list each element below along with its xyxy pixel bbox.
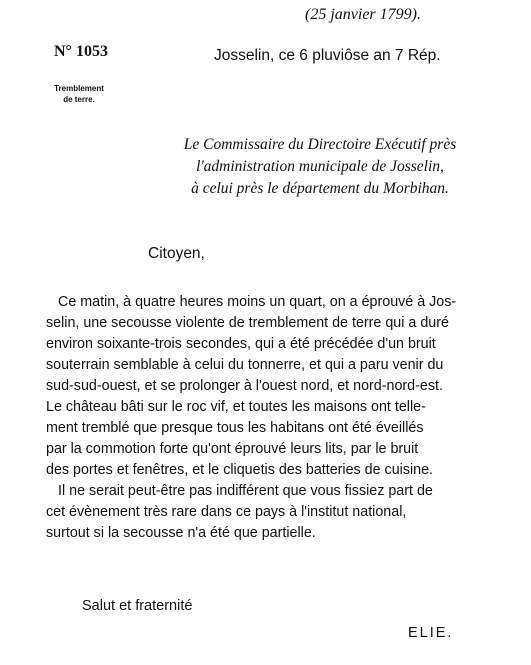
margin-note [50,83,108,105]
closing-formula: Salut et fraternité [82,598,193,614]
body-line: Ce matin, à quatre heures moins un quart, on a éprouvé à Jos- [58,294,457,310]
addressee-line: Le Commissaire du Directoire Exécutif près [183,136,457,153]
addressee-line: à celui près le département du Morbihan. [191,180,449,197]
body-line: souterrain semblable à celui du tonnerre, et qui a paru venir du [46,357,444,373]
body-line: par la commotion forte qu'ont éprouvé leurs lits, par le bruit [46,441,419,457]
salutation: Citoyen, [148,245,205,262]
body-line: ment tremblé que presque tous les habitans ont été éveillés [46,420,424,436]
letter-body [46,292,496,544]
signature: ELIE. [408,625,454,641]
body-line: sud-sud-ouest, et se prolonger à l'ouest nord, et nord-nord-est. [46,378,443,394]
addressee-line: l'administration municipale de Josselin, [196,158,444,175]
body-line: cet évènement très rare dans ce pays à l'institut national, [46,504,407,520]
body-line: Le château bâti sur le roc vif, et toutes les maisons ont telle- [46,399,426,415]
document-number: N° 1053 [54,43,108,60]
document-date: (25 janvier 1799). [305,6,421,23]
margin-note-line: Tremblement [54,84,104,93]
margin-note-line: de terre. [63,95,95,104]
body-line: selin, une secousse violente de tremblement de terre qui a duré [46,315,449,331]
body-line: surtout si la secousse n'a été que partielle. [46,525,316,541]
place-and-date-line: Josselin, ce 6 pluviôse an 7 Rép. [214,47,441,64]
body-line: des portes et fenêtres, et le cliquetis des batteries de cuisine. [46,462,434,478]
addressee-block [140,134,500,200]
body-line: Il ne serait peut-être pas indifférent que vous fissiez part de [58,483,433,499]
body-line: environ soixante-trois secondes, qui a été précédée d'un bruit [46,336,436,352]
